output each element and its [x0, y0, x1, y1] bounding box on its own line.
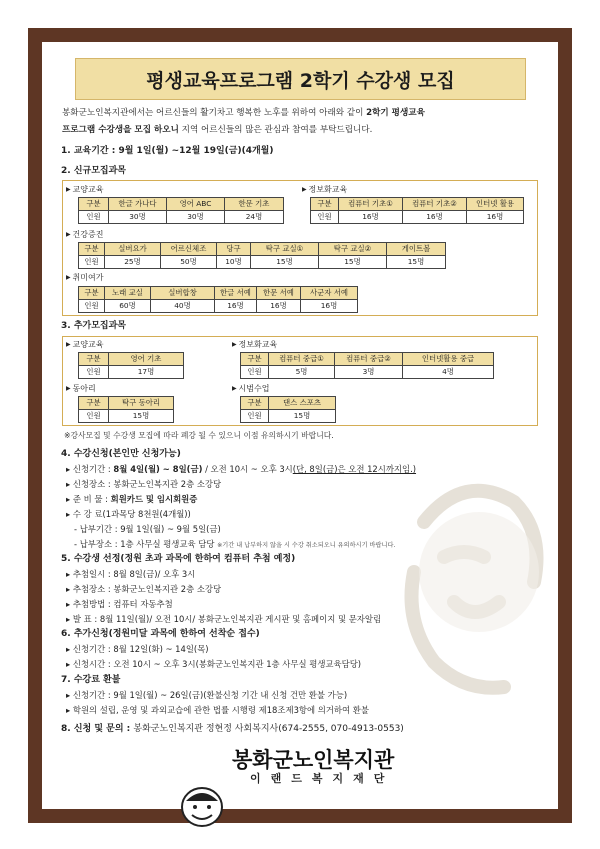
cell: 인원 [79, 211, 109, 223]
logo-foundation: 이랜드복지재단 [250, 772, 395, 785]
draw-place: ▸ 추첨장소 : 봉화군노인복지관 2층 소강당 [66, 584, 222, 594]
cell: 댄스 스포츠 [282, 398, 322, 407]
cell: 실버요가 [105, 243, 161, 255]
intro-bold-1: 2학기 평생교육 [366, 108, 425, 118]
group-it: ▶ 정보화교육 [302, 184, 347, 195]
table-row [79, 410, 173, 422]
cell: 16명 [403, 211, 467, 223]
apply-period: ▸ 신청기간 : 8월 4일(월) ~ 8일(금) / 오전 10시 ~ 오후 3시(단, 8일(금)은 오전 12시까지임.) [66, 464, 417, 474]
welfare-center-logo-icon [178, 785, 226, 829]
section-4-title: 4. 수강신청(본인만 신청가능) [61, 449, 181, 459]
group-liberal-arts-extra: ▶ 교양교육 [66, 339, 103, 350]
table-row [79, 366, 183, 378]
contact-value: 봉화군노인복지관 정현정 사회복지사(674-2555, 070-4913-0553) [133, 724, 404, 734]
cell: 컴퓨터 중급① [269, 353, 335, 365]
cell: 게이트볼 [401, 244, 431, 253]
cell: 노래 교실 [105, 287, 151, 299]
group-club: ▶ 동아리 [66, 383, 96, 394]
cell: 15명 [132, 411, 150, 420]
announcement-text: 발 표 : 8월 11일(월)/ 오전 10시/ 봉화군노인복지관 게시판 및 홈페이지 및 문자알림 [72, 614, 382, 624]
extra-apply-period: ▸ 신청기간 : 8월 12일(화) ~ 14일(목) [66, 644, 209, 654]
elder-portrait-watermark [384, 462, 544, 697]
apply-period-time: / 오전 10시 ~ 오후 3시 [202, 464, 293, 474]
table-health [78, 242, 446, 269]
cell: 컴퓨터 기초② [403, 198, 467, 210]
table-liberal-arts-extra [78, 352, 184, 379]
table-liberal-arts [78, 197, 284, 224]
payment-place-text: 납부장소 : 1층 사무실 평생교육 담당 [79, 539, 215, 549]
cell: 구분 [79, 287, 105, 299]
group-liberal-arts: ▶ 교양교육 [66, 184, 103, 195]
cell: 당구 [217, 243, 251, 255]
cell: 어르신체조 [161, 243, 217, 255]
cell: 구분 [79, 353, 109, 365]
cell: 16명 [486, 212, 504, 221]
table-row [241, 410, 335, 422]
draw-date: ▸ 추첨일시 : 8월 8일(금)/ 오후 3시 [66, 569, 196, 579]
cell: 4명 [442, 367, 454, 376]
table-head [79, 287, 357, 300]
tuition: ▸ 수 강 료(1과목당 8천원(4개월)) [66, 509, 191, 519]
cell: 사군자 서예 [309, 288, 349, 297]
section-3-title: 3. 추가모집과목 [61, 321, 126, 331]
cell: 인원 [241, 366, 269, 378]
group-health: ▶ 건강증진 [66, 229, 103, 240]
cell: 15명 [251, 256, 319, 268]
cell: 10명 [217, 256, 251, 268]
apply-period-dates: 8월 4일(월) ~ 8일(금) [113, 464, 203, 474]
page-title: 평생교육프로그램 2학기 수강생 모집 [75, 58, 526, 100]
refund-law: ▸ 학원의 설립, 운영 및 과외교습에 관한 법률 시행령 제18조제3항에 의거하여 환불 [66, 705, 369, 715]
apply-place-text: 신청장소 : 봉화군노인복지관 2층 소강당 [72, 479, 222, 489]
cell: 30명 [167, 211, 225, 223]
cell: 한문 서예 [257, 287, 301, 299]
refund-period-text: 신청기간 : 9월 1일(월) ~ 26일(금)(환불신청 기간 내 신청 건만 환불 가능) [72, 690, 348, 700]
table-row [79, 300, 357, 312]
draw-method: ▸ 추첨방법 : 컴퓨터 자동추첨 [66, 599, 173, 609]
cell: 인원 [79, 410, 109, 422]
cell: 40명 [151, 300, 215, 312]
table-head [311, 198, 523, 211]
apply-items: ▸ 준 비 물 : 회원카드 및 임시회원증 [66, 494, 198, 504]
table-head [241, 353, 493, 366]
intro-text: 봉화군노인복지관에서는 어르신들의 활기차고 행복한 노후를 위하여 아래와 같이 [62, 108, 367, 118]
cell: 실버합창 [151, 287, 215, 299]
cell: 구분 [79, 397, 109, 409]
cell: 16명 [257, 300, 301, 312]
cell: 5명 [269, 366, 335, 378]
section-6-title: 6. 추가신청(정원미달 과목에 한하여 선착순 접수) [61, 629, 260, 639]
announcement: ▸ 발 표 : 8월 11일(월)/ 오전 10시/ 봉화군노인복지관 게시판 및 홈페이지 및 문자알림 [66, 614, 382, 624]
apply-items-label: 준 비 물 : [72, 494, 111, 504]
cell: 인원 [241, 410, 269, 422]
cell: 구분 [79, 198, 109, 210]
cell: 24명 [245, 212, 263, 221]
tuition-text: 수 강 료(1과목당 8천원(4개월)) [72, 509, 191, 519]
cell: 15명 [319, 256, 387, 268]
cell: 탁구 교실② [319, 243, 387, 255]
cell: 구분 [79, 243, 105, 255]
group-it-extra: ▶ 정보화교육 [232, 339, 277, 350]
section-5-title: 5. 수강생 선정(정원 초과 과목에 한하여 컴퓨터 추첨 예정) [61, 554, 296, 564]
cell: 인터넷 활용 [475, 199, 515, 208]
intro-paragraph [62, 105, 540, 139]
intro-text-2: 지역 어르신들의 많은 관심과 참여를 부탁드립니다. [178, 125, 373, 135]
draw-place-text: 추첨장소 : 봉화군노인복지관 2층 소강당 [72, 584, 222, 594]
section-1-label: 1. 교육기간 : [61, 146, 119, 156]
cell: 인원 [79, 366, 109, 378]
group-hobby: ▶ 취미여가 [66, 272, 103, 283]
table-row [241, 366, 493, 378]
cell: 16명 [215, 300, 257, 312]
payment-period: - 납부기간 : 9월 1일(월) ~ 9월 5일(금) [74, 524, 221, 534]
cell: 인원 [79, 256, 105, 268]
table-row [79, 256, 445, 268]
cell: 인터넷활용 중급 [421, 354, 475, 363]
table-head [79, 243, 445, 256]
cell: 영어 기초 [130, 354, 162, 363]
contact-label: 8. 신청 및 문의 : [61, 724, 134, 734]
cell: 30명 [109, 211, 167, 223]
table-it [310, 197, 524, 224]
cell: 16명 [320, 301, 338, 310]
table-it-extra [240, 352, 494, 379]
intro-bold-2: 프로그램 수강생을 모집 하오니 [62, 125, 179, 135]
cell: 한글 가나다 [109, 198, 167, 210]
table-head [79, 397, 173, 410]
table-row [79, 211, 283, 223]
cell: 16명 [339, 211, 403, 223]
extra-apply-time-text: 신청시간 : 오전 10시 ~ 오후 3시(봉화군노인복지관 1층 사무실 평생교육담당) [72, 659, 362, 669]
section-8 [61, 723, 404, 736]
payment-period-text: 납부기간 : 9월 1일(월) ~ 9월 5일(금) [79, 524, 221, 534]
cell: 인원 [311, 211, 339, 223]
refund-period: ▸ 신청기간 : 9월 1일(월) ~ 26일(금)(환불신청 기간 내 신청 건만 환불 가능) [66, 690, 348, 700]
cell: 17명 [137, 367, 155, 376]
cell: 15명 [293, 411, 311, 420]
logo-name: 봉화군노인복지관 [232, 748, 395, 772]
apply-items-value: 회원카드 및 임시회원증 [110, 494, 198, 504]
cell: 25명 [105, 256, 161, 268]
cell: 구분 [241, 397, 269, 409]
section-7-title: 7. 수강료 환불 [61, 675, 121, 685]
refund-law-text: 학원의 설립, 운영 및 과외교습에 관한 법률 시행령 제18조제3항에 의거하여 환불 [72, 705, 369, 715]
extra-apply-period-text: 신청기간 : 8월 12일(화) ~ 14일(목) [72, 644, 209, 654]
section-2-title: 2. 신규모집과목 [61, 166, 126, 176]
draw-method-text: 추첨방법 : 컴퓨터 자동추첨 [72, 599, 173, 609]
cell: 구분 [311, 198, 339, 210]
cell: 인원 [79, 300, 105, 312]
cell: 영어 ABC [167, 198, 225, 210]
cell: 60명 [105, 300, 151, 312]
table-club [78, 396, 174, 423]
apply-period-label: 신청기간 : [72, 464, 114, 474]
section-1 [61, 145, 273, 158]
cell: 한글 서예 [215, 287, 257, 299]
education-period: 9월 1일(월) ~12월 19일(금)(4개월) [118, 146, 274, 156]
payment-place: - 납부장소 : 1층 사무실 평생교육 담당 ※기간 내 납부하지 않을 시 수강 취소되오니 유의하시기 바랍니다. [74, 539, 396, 549]
table-head [79, 198, 283, 211]
table-trial [240, 396, 336, 423]
extra-apply-time: ▸ 신청시간 : 오전 10시 ~ 오후 3시(봉화군노인복지관 1층 사무실 평생교육담당) [66, 659, 362, 669]
table-row [311, 211, 523, 223]
cell: 50명 [161, 256, 217, 268]
cell: 3명 [335, 366, 403, 378]
cell: 컴퓨터 기초① [339, 198, 403, 210]
payment-note: ※기간 내 납부하지 않을 시 수강 취소되오니 유의하시기 바랍니다. [217, 542, 396, 549]
cell: 한문 기초 [238, 199, 270, 208]
group-trial: ▶ 시범수업 [232, 383, 269, 394]
cell: 탁구 교실① [251, 243, 319, 255]
apply-period-note: (단, 8일(금)은 오전 12시까지임.) [292, 464, 417, 474]
cell: 구분 [241, 353, 269, 365]
draw-date-text: 추첨일시 : 8월 8일(금)/ 오후 3시 [72, 569, 196, 579]
apply-place: ▸ 신청장소 : 봉화군노인복지관 2층 소강당 [66, 479, 222, 489]
table-hobby [78, 286, 358, 313]
cell: 탁구 동아리 [121, 398, 161, 407]
table-head [79, 353, 183, 366]
closing-notice: ※강사모집 및 수강생 모집에 따라 폐강 될 수 있으니 이점 유의하시기 바랍니다. [64, 431, 334, 440]
cell: 컴퓨터 중급② [335, 353, 403, 365]
table-head [241, 397, 335, 410]
cell: 15명 [407, 257, 425, 266]
